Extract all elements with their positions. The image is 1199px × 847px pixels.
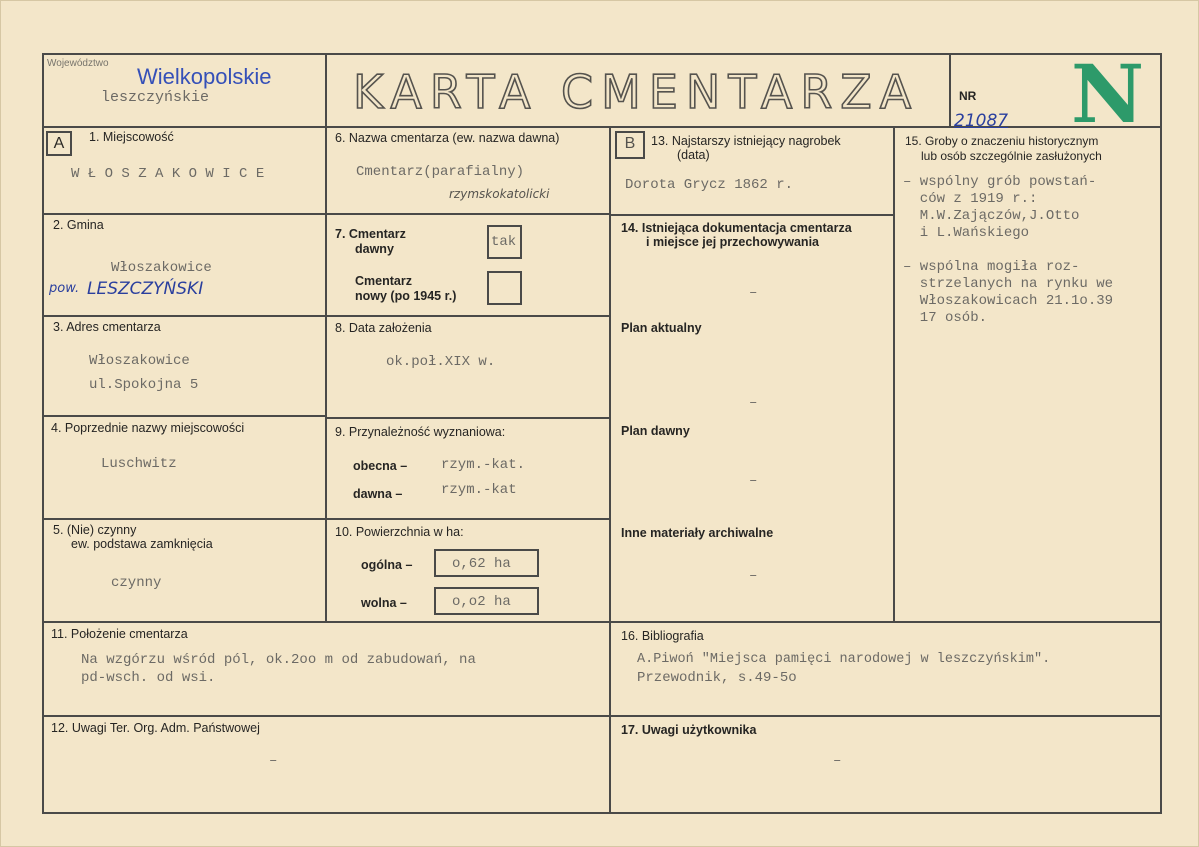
field-7-dawny-checkbox — [487, 225, 522, 259]
field-9-dawna-value: rzym.-kat — [441, 482, 517, 498]
column-divider-1 — [325, 126, 327, 622]
field-7-label-dawny-2: dawny — [355, 242, 394, 256]
field-14-plan-aktualny-label: Plan aktualny — [621, 321, 702, 335]
field-15-line: – wspólna mogiła roz- — [903, 259, 1080, 275]
field-9-label: 9. Przynależność wyznaniowa: — [335, 425, 506, 439]
field-15-line: ców z 1919 r.: — [903, 191, 1038, 207]
field-10-ogolna-label: ogólna – — [361, 558, 413, 572]
field-10-wolna-box — [434, 587, 539, 615]
wojewodztwo-value: leszczyńskie — [101, 89, 210, 106]
nr-value: 21087 — [954, 111, 1009, 131]
field-10-ogolna-box — [434, 549, 539, 577]
field-7-label-nowy-1: Cmentarz — [355, 274, 412, 288]
field-15-line: M.W.Zajączów,J.Otto — [903, 208, 1080, 224]
section-b-box: B — [615, 131, 645, 159]
field-13-label-2: (data) — [677, 148, 710, 162]
nr-label: NR — [959, 89, 977, 103]
field-15-line: 17 osób. — [903, 310, 988, 326]
row-divider-l3 — [42, 415, 327, 417]
field-10-wolna-value: o,o2 ha — [452, 594, 511, 610]
field-1-label: 1. Miejscowość — [89, 130, 174, 144]
field-10-ogolna-value: o,62 ha — [452, 556, 511, 572]
wojewodztwo-label: Województwo — [47, 58, 109, 69]
row-divider-bottom2 — [42, 715, 1162, 717]
column-divider-3 — [893, 126, 895, 622]
field-8-label: 8. Data założenia — [335, 321, 432, 335]
field-7-label-dawny-1: 7. Cmentarz — [335, 227, 406, 241]
row-divider-m2 — [325, 315, 611, 317]
field-2-label: 2. Gmina — [53, 218, 104, 232]
field-7-dawny-value: tak — [491, 234, 517, 250]
field-10-wolna-label: wolna – — [361, 596, 407, 610]
field-17-value: – — [833, 753, 842, 769]
field-2-hand-value: LESZCZYŃSKI — [87, 279, 204, 299]
field-9-dawna-label: dawna – — [353, 487, 403, 501]
field-12-value: – — [269, 753, 278, 769]
row-divider-l4 — [42, 518, 327, 520]
field-15-line — [903, 242, 1113, 259]
field-15-line: i L.Wańskiego — [903, 225, 1030, 241]
field-16-label: 16. Bibliografia — [621, 629, 704, 643]
field-13-label-1: 13. Najstarszy istniejący nagrobek — [651, 134, 841, 148]
field-14-plan-aktualny-value: – — [749, 395, 758, 411]
field-15-line: strzelanych na rynku we — [903, 276, 1114, 292]
section-a-box: A — [46, 131, 72, 156]
header-divider-v1 — [325, 53, 327, 128]
row-divider-bottom1 — [42, 621, 1162, 623]
field-6-value: Cmentarz(parafialny) — [356, 164, 525, 180]
field-4-value: Luschwitz — [101, 456, 177, 472]
field-3-line2: ul.Spokojna 5 — [89, 377, 199, 393]
field-1-value: W Ł O S Z A K O W I C E — [71, 166, 265, 182]
field-10-label: 10. Powierzchnia w ha: — [335, 525, 464, 539]
field-6-hand: rzymskokatolicki — [449, 187, 550, 201]
field-2-hand-prefix: pow. — [49, 281, 80, 296]
header-divider-v2 — [949, 53, 951, 128]
column-divider-2 — [609, 126, 611, 814]
field-14-plan-dawny-value: – — [749, 473, 758, 489]
field-15-line: Włoszakowicach 21.1o.39 — [903, 293, 1114, 309]
field-9-obecna-value: rzym.-kat. — [441, 457, 526, 473]
field-9-obecna-label: obecna – — [353, 459, 408, 473]
field-15-list — [903, 174, 1113, 327]
field-5-label-2: ew. podstawa zamknięcia — [71, 537, 213, 551]
field-3-label: 3. Adres cmentarza — [53, 320, 161, 334]
row-divider-l1 — [42, 213, 327, 215]
row-divider-m1 — [325, 213, 611, 215]
field-15-line: – wspólny grób powstań- — [903, 174, 1097, 190]
field-5-label-1: 5. (Nie) czynny — [53, 523, 137, 537]
field-5-value: czynny — [111, 575, 162, 591]
field-14-inne-label: Inne materiały archiwalne — [621, 526, 774, 540]
row-divider-m4 — [325, 518, 611, 520]
field-4-label: 4. Poprzednie nazwy miejscowości — [51, 421, 245, 435]
field-7-label-nowy-2: nowy (po 1945 r.) — [355, 289, 457, 303]
field-8-value: ok.poł.XIX w. — [386, 354, 496, 370]
field-12-label: 12. Uwagi Ter. Org. Adm. Państwowej — [51, 721, 260, 735]
field-2-value: Włoszakowice — [111, 260, 212, 276]
field-15-label-1: 15. Groby o znaczeniu historycznym — [905, 134, 1099, 148]
field-3-line1: Włoszakowice — [89, 353, 190, 369]
field-7-nowy-checkbox — [487, 271, 522, 305]
field-6-label: 6. Nazwa cmentarza (ew. nazwa dawna) — [335, 131, 560, 145]
field-14-inne-value: – — [749, 568, 758, 584]
field-11-label: 11. Położenie cmentarza — [51, 627, 188, 641]
row-divider-b1 — [609, 214, 895, 216]
category-letter: N — [1071, 47, 1145, 141]
field-13-value: Dorota Grycz 1862 r. — [625, 177, 794, 193]
field-14-label-1: 14. Istniejąca dokumentacja cmentarza — [621, 221, 852, 235]
row-divider-l2 — [42, 315, 327, 317]
wojewodztwo-stamp: Wielkopolskie — [137, 64, 272, 89]
field-14-label-2: i miejsce jej przechowywania — [646, 235, 819, 249]
field-15-label-2: lub osób szczególnie zasłużonych — [921, 149, 1102, 163]
field-11-line1: Na wzgórzu wśród pól, ok.2oo m od zabudowań, na — [81, 652, 476, 668]
field-11-line2: pd-wsch. od wsi. — [81, 670, 216, 686]
field-16-line1: A.Piwoń "Miejsca pamięci narodowej w leszczyńskim". — [637, 652, 1051, 667]
field-16-line2: Przewodnik, s.49-5o — [637, 670, 797, 686]
row-divider-m3 — [325, 417, 611, 419]
card-title: KARTA CMENTARZA — [353, 65, 920, 119]
field-17-label: 17. Uwagi użytkownika — [621, 723, 757, 737]
field-14-plan-dawny-label: Plan dawny — [621, 424, 690, 438]
field-14-value: – — [749, 285, 758, 301]
